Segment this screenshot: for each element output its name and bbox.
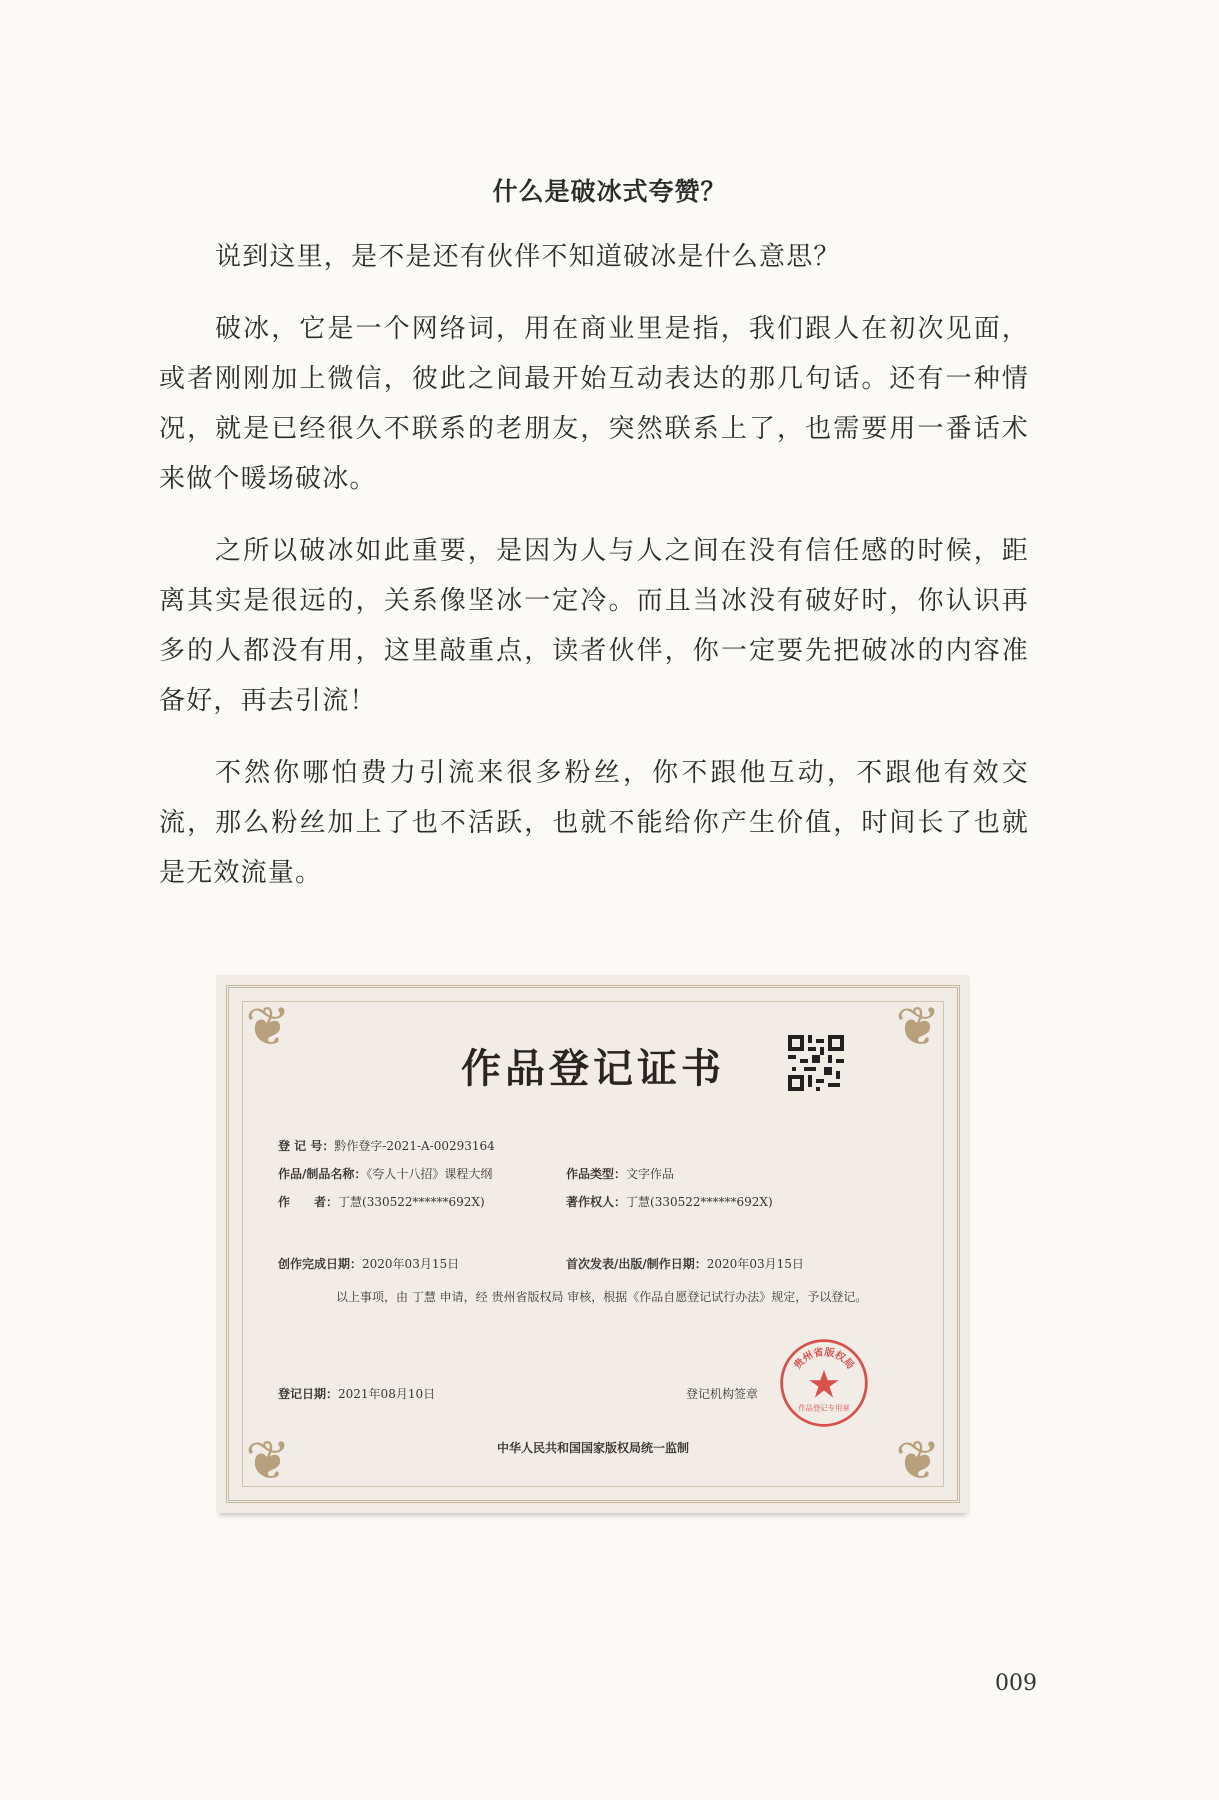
qr-code-icon bbox=[788, 1035, 844, 1091]
copyright-owner-value: 丁慧(330522******692X) bbox=[626, 1195, 773, 1209]
paragraph-4: 不然你哪怕费力引流来很多粉丝，你不跟他互动，不跟他有效交流，那么粉丝加上了也不活跃，也就不能给你产生价值，时间长了也就是无效流量。 bbox=[159, 758, 1029, 888]
section-heading: 什么是破冰式夸赞？ bbox=[492, 177, 727, 206]
author bbox=[278, 1193, 485, 1210]
corner-ornament-icon: ❦ bbox=[895, 995, 941, 1058]
work-type-value: 文字作品 bbox=[626, 1167, 675, 1181]
creation-date-value: 2020年03月15日 bbox=[362, 1257, 460, 1271]
copyright-owner bbox=[566, 1193, 773, 1210]
work-name bbox=[278, 1165, 492, 1182]
seal-bottom-text: 作品登记专用章 bbox=[798, 1403, 850, 1413]
body-text bbox=[159, 232, 1029, 920]
registration-declaration: 以上事项，由 丁慧 申请，经 贵州省版权局 审核，根据《作品自愿登记试行办法》规定，予以登记。 bbox=[336, 1290, 868, 1304]
official-seal-icon bbox=[778, 1337, 870, 1429]
publication-date-label: 首次发表/出版/制作日期： bbox=[566, 1257, 707, 1271]
publication-date-value: 2020年03月15日 bbox=[706, 1257, 804, 1271]
agency-signature-label: 登记机构签章 bbox=[686, 1387, 759, 1401]
publication-date bbox=[566, 1255, 804, 1272]
page-number: 009 bbox=[995, 1671, 1037, 1696]
creation-date bbox=[278, 1255, 459, 1272]
creation-date-label: 创作完成日期： bbox=[278, 1257, 363, 1271]
registration-date-value: 2021年08月10日 bbox=[338, 1387, 436, 1401]
paragraph-2: 破冰，它是一个网络词，用在商业里是指，我们跟人在初次见面，或者刚刚加上微信，彼此之间最开始互动表达的那几句话。还有一种情况，就是已经很久不联系的老朋友，突然联系上了，也需要用一番话术来做个暖场破冰。 bbox=[159, 314, 1029, 494]
paragraph-1: 说到这里，是不是还有伙伴不知道破冰是什么意思？ bbox=[215, 242, 841, 272]
registration-number bbox=[278, 1137, 495, 1154]
registration-number-value: 黔作登字-2021-A-00293164 bbox=[334, 1139, 495, 1153]
corner-ornament-icon: ❦ bbox=[895, 1429, 941, 1492]
registration-certificate bbox=[216, 975, 970, 1513]
work-name-value: 《夸人十八招》课程大纲 bbox=[366, 1167, 493, 1181]
seal-top-text: 贵州省版权局 bbox=[792, 1347, 856, 1372]
work-name-label: 作品/制品名称： bbox=[278, 1167, 367, 1181]
work-type-label: 作品类型： bbox=[566, 1167, 627, 1181]
registration-date-label: 登记日期： bbox=[278, 1387, 339, 1401]
work-type bbox=[566, 1165, 674, 1182]
registration-number-label: 登 记 号： bbox=[278, 1139, 335, 1153]
registration-date bbox=[278, 1385, 435, 1402]
corner-ornament-icon: ❦ bbox=[245, 1429, 291, 1492]
paragraph-3: 之所以破冰如此重要，是因为人与人之间在没有信任感的时候，距离其实是很远的，关系像坚冰一定冷。而且当冰没有破好时，你认识再多的人都没有用，这里敲重点，读者伙伴，你一定要先把破冰的内容准备好，再去引流！ bbox=[159, 536, 1029, 716]
author-label: 作 者： bbox=[278, 1195, 339, 1209]
author-value: 丁慧(330522******692X) bbox=[338, 1195, 485, 1209]
copyright-owner-label: 著作权人： bbox=[566, 1195, 627, 1209]
certificate-footer: 中华人民共和国国家版权局统一监制 bbox=[496, 1441, 689, 1455]
certificate-title: 作品登记证书 bbox=[461, 1045, 725, 1092]
corner-ornament-icon: ❦ bbox=[245, 995, 291, 1058]
